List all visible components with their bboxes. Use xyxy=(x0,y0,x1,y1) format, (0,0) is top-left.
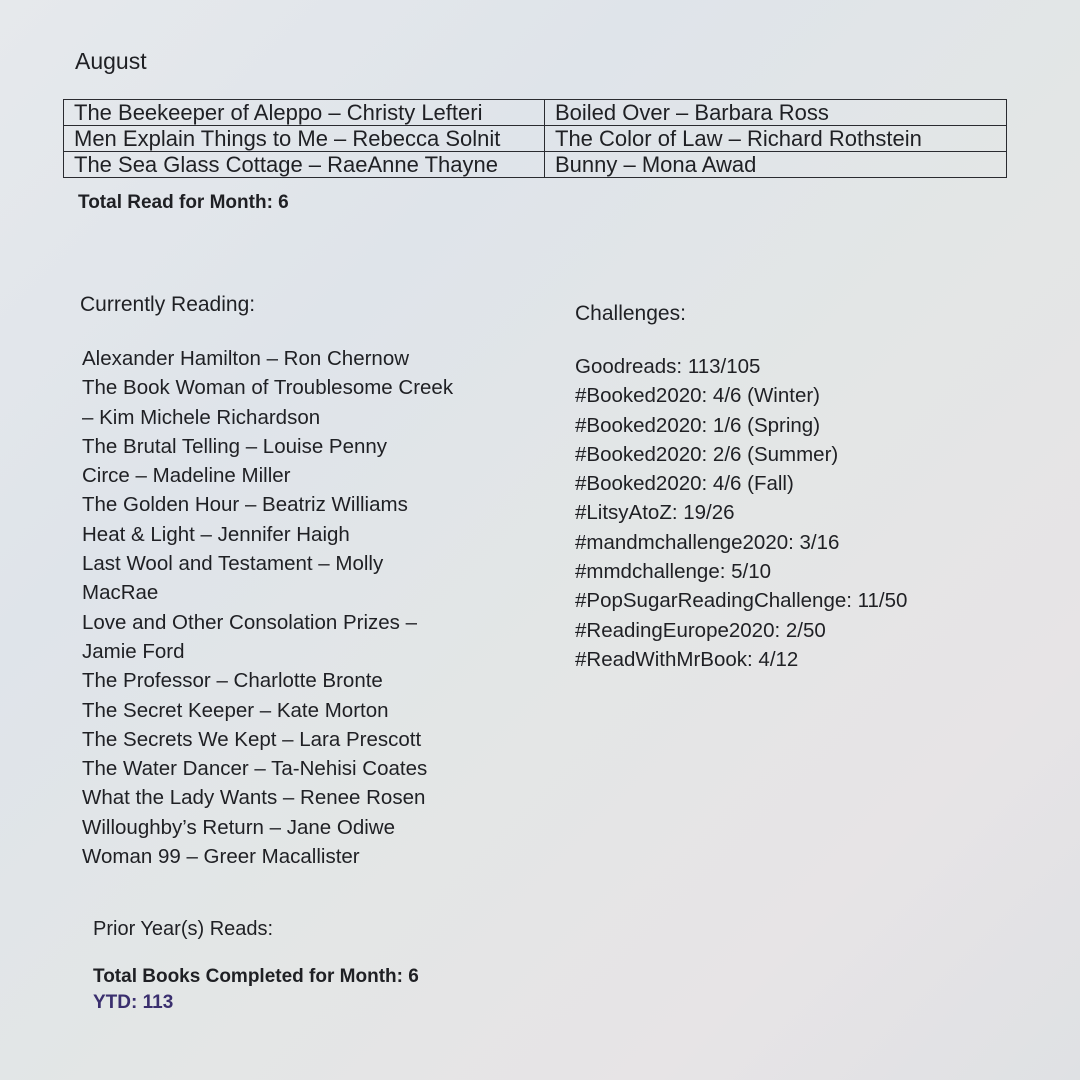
total-completed-summary: Total Books Completed for Month: 6 xyxy=(93,966,419,987)
list-item: The Secrets We Kept – Lara Prescott xyxy=(82,727,422,751)
list-item: Woman 99 – Greer Macallister xyxy=(82,845,360,869)
list-item: Love and Other Consolation Prizes – xyxy=(82,610,418,634)
list-item: #ReadWithMrBook: 4/12 xyxy=(575,647,799,671)
challenges-heading: Challenges: xyxy=(575,302,686,325)
list-item: Willoughby’s Return – Jane Odiwe xyxy=(82,815,395,839)
list-item: Alexander Hamilton – Ron Chernow xyxy=(82,347,410,370)
list-item: #mmdchallenge: 5/10 xyxy=(575,560,772,584)
list-item: The Book Woman of Troublesome Creek xyxy=(82,376,454,400)
list-item: Heat & Light – Jennifer Haigh xyxy=(82,522,350,546)
table-row xyxy=(64,126,1007,152)
table-cell: Bunny – Mona Awad xyxy=(545,152,1007,178)
prior-year-heading: Prior Year(s) Reads: xyxy=(93,918,274,940)
month-title: August xyxy=(75,48,147,74)
list-item: MacRae xyxy=(82,581,159,605)
table-row xyxy=(64,100,1007,126)
table-cell: The Color of Law – Richard Rothstein xyxy=(545,126,1007,152)
total-read-summary: Total Read for Month: 6 xyxy=(78,192,289,213)
table-cell: The Sea Glass Cottage – RaeAnne Thayne xyxy=(64,152,545,178)
table-cell: Men Explain Things to Me – Rebecca Solnit xyxy=(64,126,545,152)
list-item: The Golden Hour – Beatriz Williams xyxy=(82,493,408,517)
currently-reading-list xyxy=(82,344,453,871)
challenges-list xyxy=(575,352,907,674)
list-item: – Kim Michele Richardson xyxy=(82,405,321,429)
table-cell: Boiled Over – Barbara Ross xyxy=(545,100,1007,126)
list-item: Goodreads: 113/105 xyxy=(575,355,761,378)
list-item: #Booked2020: 4/6 (Winter) xyxy=(575,384,820,408)
list-item: The Brutal Telling – Louise Penny xyxy=(82,434,388,458)
table-cell: The Beekeeper of Aleppo – Christy Lefteri xyxy=(64,100,545,126)
list-item: Circe – Madeline Miller xyxy=(82,464,291,488)
list-item: Jamie Ford xyxy=(82,639,185,663)
list-item: #Booked2020: 1/6 (Spring) xyxy=(575,413,821,437)
books-read-table xyxy=(63,99,1007,178)
list-item: #PopSugarReadingChallenge: 11/50 xyxy=(575,589,908,613)
list-item: #Booked2020: 4/6 (Fall) xyxy=(575,472,794,496)
list-item: Last Wool and Testament – Molly xyxy=(82,552,384,576)
list-item: The Secret Keeper – Kate Morton xyxy=(82,698,389,722)
list-item: The Water Dancer – Ta-Nehisi Coates xyxy=(82,757,428,781)
list-item: What the Lady Wants – Renee Rosen xyxy=(82,786,426,810)
list-item: #LitsyAtoZ: 19/26 xyxy=(575,501,735,525)
list-item: The Professor – Charlotte Bronte xyxy=(82,669,383,693)
list-item: #mandmchallenge2020: 3/16 xyxy=(575,530,840,554)
ytd-summary: YTD: 113 xyxy=(93,992,174,1013)
list-item: #Booked2020: 2/6 (Summer) xyxy=(575,442,839,466)
table-row xyxy=(64,152,1007,178)
currently-reading-heading: Currently Reading: xyxy=(80,293,256,316)
list-item: #ReadingEurope2020: 2/50 xyxy=(575,618,826,642)
